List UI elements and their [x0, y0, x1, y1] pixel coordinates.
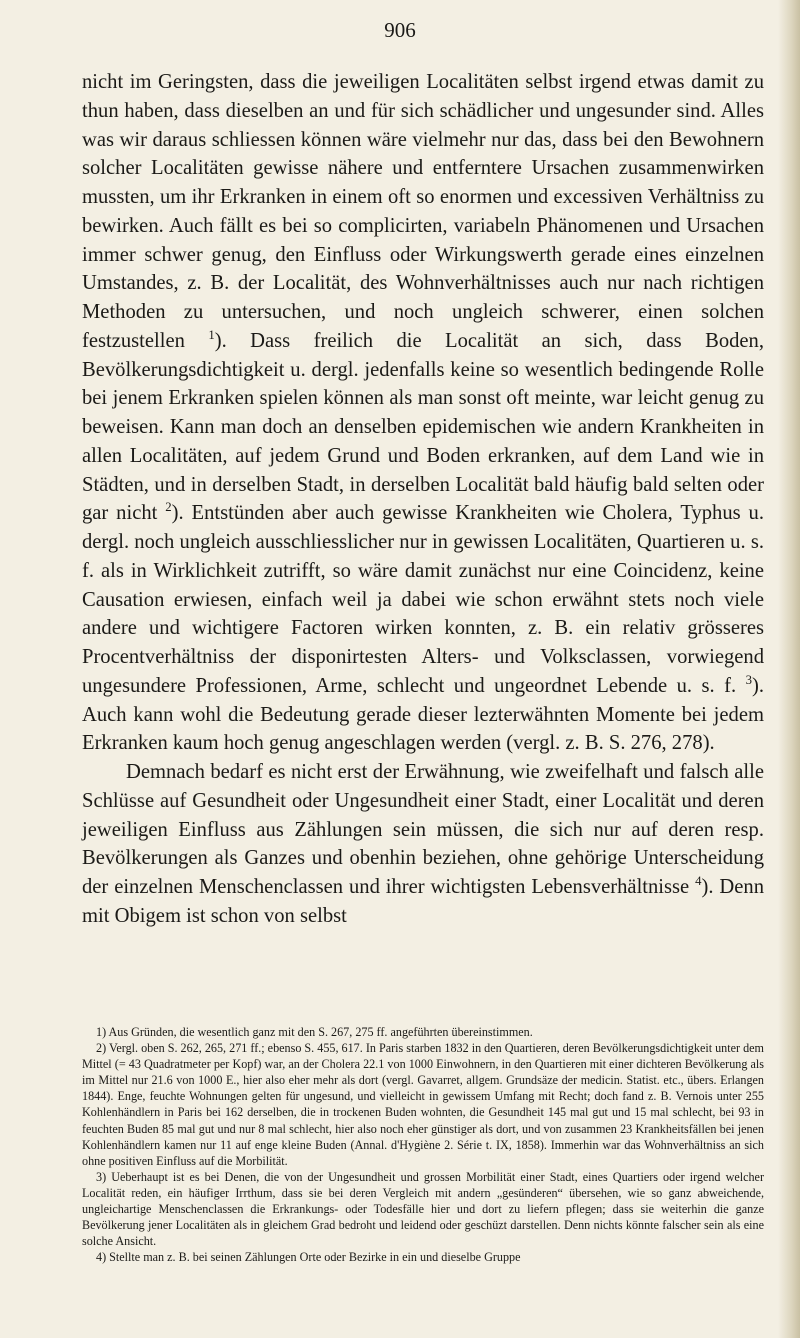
footnote-ref-1: 1	[208, 327, 215, 342]
paragraph-2	[82, 758, 764, 931]
page-edge-shadow	[778, 0, 800, 1338]
footnote-text: Stellte man z. B. bei seinen Zählungen Orte oder Bezirke in ein und dieselbe Gruppe	[109, 1250, 521, 1265]
footnote-marker: 4)	[96, 1250, 107, 1265]
footnote-text: Aus Gründen, die wesentlich ganz mit den S. 267, 275 ff. angeführten übereinstimmen.	[108, 1025, 533, 1039]
text-run: ). Auch kann wohl die Bedeutung gerade dieser lezterwähnten Momente bei jedem Erkranken kaum hoch genug angeschlagen werden (vergl. z. B. S. 276, 278).	[82, 674, 764, 755]
footnote-marker: 2)	[96, 1041, 107, 1056]
text-run: ). Dass freilich die Localität an sich, dass Boden, Bevölkerungsdichtigkeit u. dergl. jedenfalls keine so wesentlich bedingende Rolle bei jenem Erkranken spielen können als man sonst oft meinte, war leicht genug zu beweisen. Kann man doch an denselben epidemischen wie andern Krankheiten in allen Localitäten, auf jedem Grund und Boden erkranken, auf dem Land wie in Städten, und in derselben Stadt, in derselben Localität bald häufig bald selten oder gar nicht	[82, 329, 764, 525]
footnote-1	[82, 1024, 764, 1040]
text-run: ). Denn mit Obigem ist schon von selbst	[82, 876, 764, 927]
footnote-4	[82, 1249, 764, 1265]
footnote-2	[82, 1040, 764, 1169]
footnote-ref-2: 2	[165, 500, 172, 515]
footnote-text: Ueberhaupt ist es bei Denen, die von der Ungesundheit und grossen Morbilität einer Stadt, eines Quartiers oder irgend welcher Localität reden, ein häufiger Irrthum, dass sie bei deren Vergleich mit andern „gesünderen“ übersehen, wie so ganz abweichende, ungleichartige Menschenclassen die Erkrankungs- oder Todesfälle hier und dort zu liefern pflegen; dass sie weiterhin die ganze Bevölkerung jener Localitäten als in gleichem Grad bedroht und leidend oder geschüzt darstellen. Denn nichts könnte falscher sein als eine solche Ansicht.	[82, 1169, 764, 1249]
paragraph-1	[82, 68, 764, 758]
text-run: ). Entstünden aber auch gewisse Krankheiten wie Cholera, Typhus u. dergl. noch ungleich ausschliesslicher nur in gewissen Localitäten, Quartieren u. s. f. als in Wirklichkeit zutrifft, so wäre damit zunächst nur eine Coincidenz, keine Causation erwiesen, einfach weil ja dabei wie schon erwähnt stets noch viele andere und wichtigere Factoren wirken konnten, z. B. ein relativ grösseres Procentverhältniss der disponirtesten Alters- und Volksclassen, vorwiegend ungesundere Professionen, Arme, schlecht und ungeordnet Lebende u. s. f.	[82, 502, 764, 697]
footnotes	[82, 1024, 764, 1265]
footnote-ref-3: 3	[745, 672, 752, 687]
page-number: 906	[384, 18, 416, 42]
footnote-marker: 1)	[96, 1025, 107, 1039]
main-text-block	[82, 68, 764, 931]
text-run: Demnach bedarf es nicht erst der Erwähnung, wie zweifelhaft und falsch alle Schlüsse auf Gesundheit oder Ungesundheit einer Stadt, einer Localität und deren jeweiligen Einfluss aus Zählungen sein müssen, die sich nur auf deren resp. Bevölkerungen als Ganzes und obenhin beziehen, ohne gehörige Unterscheidung der einzelnen Menschenclassen und ihrer wichtigsten Lebensverhältnisse	[82, 761, 764, 898]
footnote-text: Vergl. oben S. 262, 265, 271 ff.; ebenso S. 455, 617. In Paris starben 1832 in den Quartieren, deren Bevölkerungsdichtigkeit unter dem Mittel (= 43 Quadratmeter per Kopf) war, an der Cholera 22.1 von 1000 Einwohnern, in den Quartieren mit einer dichteren Bevölkerung als im Mittel nur 21.6 von 1000 E., hier also eher mehr als dort (vergl. Gavarret, allgem. Grundsäze der medicin. Statist. etc., übers. Erlangen 1844). Enge, feuchte Wohnungen gelten für ungesund, und vielleicht in gewissem Umfang mit Recht; doch fand z. B. Vernois unter 255 Kohlenhändlern in Paris bei 162 derselben, die in trockenen Buden wohnten, die Gesundheit 145 mal gut und 15 mal schlecht, bei 93 in feuchten Buden 85 mal gut und nur 8 mal schlecht, hier also noch eher günstiger als dort, und von zusammen 23 Krankheitsfällen bei jenen Kohlenhändlern kamen nur 11 auf enge kleine Buden (Annal. d'Hygiène 2. Série t. IX, 1858). Immerhin war das Wohnverhältniss an sich ohne positiven Einfluss auf die Morbilität.	[82, 1041, 764, 1168]
text-run: nicht im Geringsten, dass die jeweiligen Localitäten selbst irgend etwas damit zu thun haben, dass dieselben an und für sich schädlicher und ungesunder sind. Alles was wir daraus schliessen können wäre vielmehr nur das, dass bei den Bewohnern solcher Localitäten gewisse nähere und entferntere Ursachen zusammenwirken mussten, um ihr Erkranken in einem oft so enormen und excessiven Verhältniss zu bewirken. Auch fällt es bei so complicirten, variabeln Phänomenen und Ursachen immer schwer genug, den Einfluss oder Wirkungswerth gerade eines einzelnen Umstandes, z. B. der Localität, des Wohnverhältnisses auch nur nach richtigen Methoden zu untersuchen, und noch ungleich schwerer, einen solchen festzustellen	[82, 71, 764, 352]
footnote-marker: 3)	[96, 1169, 107, 1184]
footnote-3	[82, 1169, 764, 1249]
footnote-ref-4: 4	[695, 874, 702, 889]
